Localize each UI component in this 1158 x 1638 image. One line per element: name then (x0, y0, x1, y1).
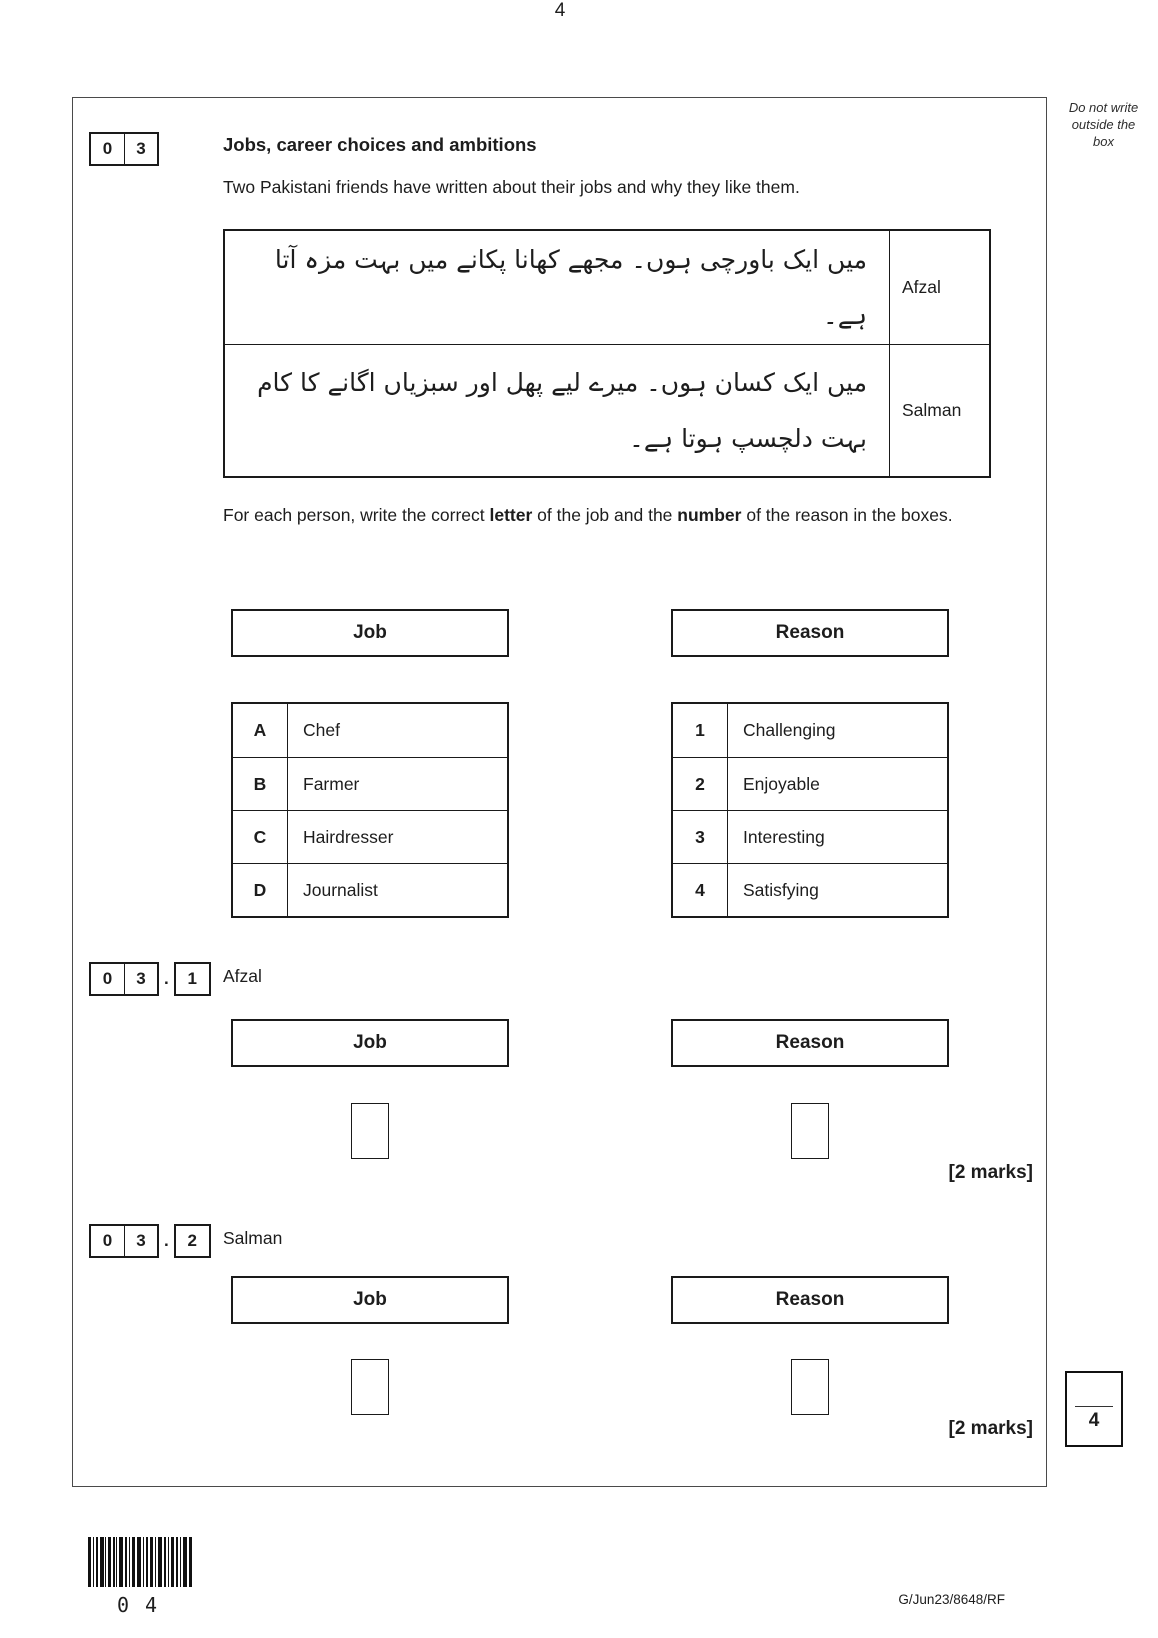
question-number-dot: . (164, 969, 169, 988)
reason-option-label-2: Enjoyable (743, 773, 820, 794)
sub2-digit-0: 0 (102, 1231, 113, 1250)
instruction-bold-number: number (677, 505, 742, 525)
job-header-box: Job (231, 609, 509, 657)
sub1-job-answer-box[interactable] (351, 1103, 389, 1159)
reason-option-row-1 (673, 704, 947, 757)
sub2-reason-answer-box[interactable] (791, 1359, 829, 1415)
job-option-key-c: C (233, 811, 288, 863)
reason-option-key-3: 3 (673, 811, 728, 863)
page-number: 4 (554, 0, 566, 21)
sub1-digit-3: 3 (124, 964, 157, 994)
question-number-dot: . (164, 1231, 169, 1250)
reason-option-key-1: 1 (673, 704, 728, 757)
job-option-key-b: B (233, 758, 288, 810)
sub2-digit-2: 2 (187, 1231, 197, 1250)
job-option-key-d: D (233, 864, 288, 916)
job-option-label-c: Hairdresser (303, 826, 394, 847)
instruction-part3: of the reason in the boxes. (741, 505, 953, 525)
do-not-write-note (1051, 100, 1156, 151)
total-marks-value: 4 (1088, 1410, 1100, 1431)
question-number-box (89, 962, 159, 996)
passage-row-salman (225, 344, 989, 476)
question-number-box (174, 1224, 211, 1258)
sub1-person-name: Afzal (223, 966, 262, 986)
barcode-digits: 04 (116, 1593, 174, 1617)
job-option-row-c (233, 810, 507, 863)
question-number-box (89, 1224, 159, 1258)
question-title: Jobs, career choices and ambitions (223, 134, 537, 155)
reason-option-label-4: Satisfying (743, 879, 819, 900)
sub1-digit-0: 0 (102, 969, 113, 988)
reason-option-row-3 (673, 810, 947, 863)
instruction-bold-letter: letter (489, 505, 533, 525)
sub1-digit-1: 1 (187, 969, 197, 988)
reason-option-key-2: 2 (673, 758, 728, 810)
sub2-answer-row (73, 1359, 1048, 1415)
question-number-03-1 (89, 962, 211, 996)
sub2-person-name: Salman (223, 1228, 283, 1248)
job-option-label-b: Farmer (303, 773, 360, 794)
passage-urdu-salman: میں ایک کسان ہوں۔ میرے لیے پھل اور سبزیاں اگانے کا کام بہت دلچسپ ہوتا ہے۔ (257, 367, 867, 453)
passage-name-salman: Salman (889, 345, 989, 476)
reason-option-row-4 (673, 863, 947, 916)
question-number-box (174, 962, 211, 996)
sub1-reason-answer-col (671, 1103, 949, 1159)
passage-urdu-afzal: میں ایک باورچی ہوں۔ مجھے کھانا پکانے میں بہت مزہ آتا ہے۔ (274, 244, 867, 330)
sub1-job-header-box: Job (231, 1019, 509, 1067)
sub1-marks-label: [2 marks] (948, 1162, 1033, 1183)
question-number-box (89, 132, 159, 166)
instruction-part1: For each person, write the correct (223, 505, 490, 525)
passage-name-afzal: Afzal (889, 231, 989, 344)
reason-option-row-2 (673, 757, 947, 810)
sub2-reason-answer-col (671, 1359, 949, 1415)
sub2-job-answer-box[interactable] (351, 1359, 389, 1415)
sub2-reason-header-box: Reason (671, 1276, 949, 1324)
footer-reference-code: G/Jun23/8648/RF (898, 1592, 1005, 1607)
reason-header-box: Reason (671, 609, 949, 657)
job-option-row-d (233, 863, 507, 916)
job-option-label-a: Chef (303, 720, 340, 740)
barcode (88, 1537, 192, 1587)
reason-option-label-3: Interesting (743, 826, 825, 847)
sub1-header-row (73, 1019, 1048, 1067)
passage-row-afzal (225, 231, 989, 344)
question-intro: Two Pakistani friends have written about their jobs and why they like them. (223, 177, 800, 197)
sub1-reason-answer-box[interactable] (791, 1103, 829, 1159)
sub2-job-header-box: Job (231, 1276, 509, 1324)
do-not-write-line1: Do not write (1068, 100, 1139, 115)
instruction-text (223, 502, 1023, 529)
sub1-answer-row (73, 1103, 1048, 1159)
reason-option-key-4: 4 (673, 864, 728, 916)
question-number-03-2 (89, 1224, 211, 1258)
reason-option-label-1: Challenging (743, 720, 836, 740)
key-header-row (73, 609, 1048, 657)
total-marks-box (1065, 1371, 1123, 1447)
job-options-table (231, 702, 509, 918)
passage-table (223, 229, 991, 478)
question-number-digit-0: 0 (102, 139, 113, 158)
question-number-digit-3: 3 (124, 134, 157, 164)
sub2-marks-label: [2 marks] (948, 1418, 1033, 1439)
job-option-row-a (233, 704, 507, 757)
job-option-key-a: A (233, 704, 288, 757)
question-frame (72, 97, 1047, 1487)
sub1-reason-header-box: Reason (671, 1019, 949, 1067)
job-option-row-b (233, 757, 507, 810)
do-not-write-line3: box (1093, 133, 1114, 149)
do-not-write-line2: outside the (1071, 116, 1136, 132)
sub2-digit-3: 3 (124, 1226, 157, 1256)
sub2-header-row (73, 1276, 1048, 1324)
question-number-03 (89, 132, 159, 166)
sub2-job-answer-col (231, 1359, 509, 1415)
total-marks-line (1075, 1373, 1113, 1407)
sub1-job-answer-col (231, 1103, 509, 1159)
reason-options-table (671, 702, 949, 918)
instruction-part2: of the job and the (532, 505, 678, 525)
job-option-label-d: Journalist (303, 879, 378, 900)
